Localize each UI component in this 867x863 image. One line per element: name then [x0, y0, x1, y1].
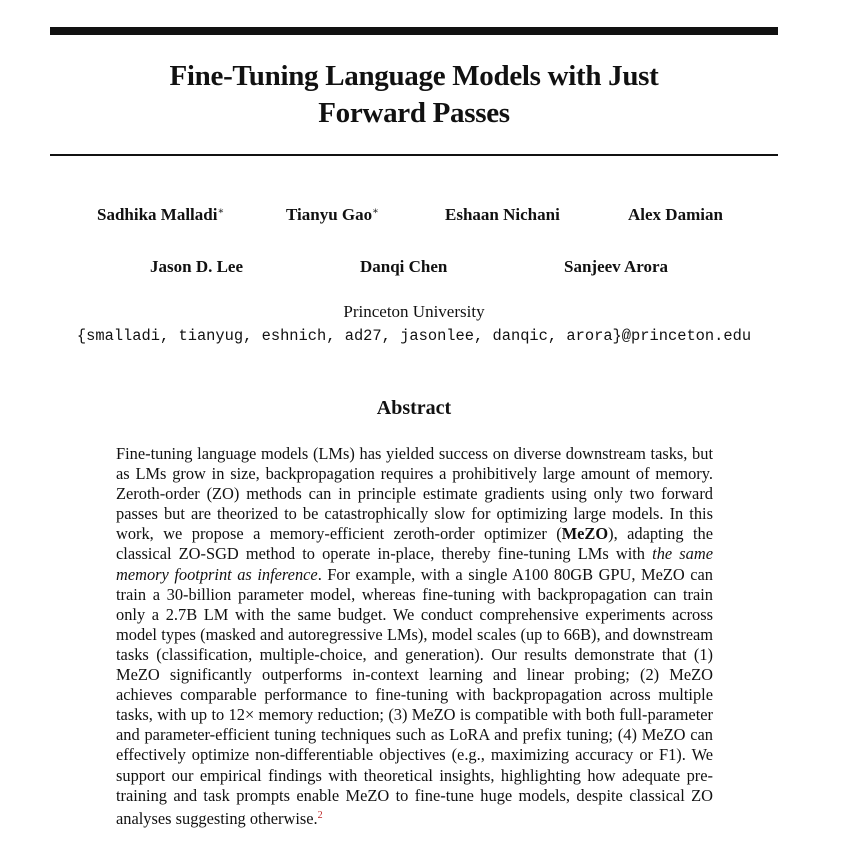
- author-name: Danqi Chen: [360, 257, 448, 276]
- abstract-text-3: . For example, with a single A100 80GB GPU, MeZO can train a 30-billion parameter model, whereas fine-tuning with backpropagation can train only a 2.7B LM with the same budget. We conduct comprehensive experiments across model types (masked and autoregressive LMs), model scales (up to 66B), and downstream tasks (classification, multiple-choice, and generation). Our results demonstrate that (1) MeZO significantly outperforms in-context learning and linear probing; (2) MeZO achieves comparable performance to fine-tuning with backpropagation across multiple tasks, with up to 12× memory reduction; (3) MeZO is compatible with both full-parameter and parameter-efficient tuning techniques such as LoRA and prefix tuning; (4) MeZO can effectively optimize non-differentiable objectives (e.g., maximizing accuracy or F1). We support our empirical findings with theoretical insights, highlighting how adequate pre-training and task prompts enable MeZO to fine-tune huge models, despite classical ZO analyses suggesting otherwise.: [116, 564, 713, 828]
- title-line-2: Forward Passes: [318, 97, 510, 129]
- equal-contribution-mark: ∗: [217, 206, 225, 217]
- abstract-body: [116, 444, 713, 829]
- author-eshaan-nichani: [445, 205, 560, 225]
- author-danqi-chen: [360, 257, 447, 277]
- abstract-heading: Abstract: [376, 397, 452, 419]
- equal-contribution-mark: ∗: [372, 206, 379, 217]
- author-name: Sanjeev Arora: [564, 257, 669, 276]
- abstract-text-1: Fine-tuning language models (LMs) has yielded success on diverse downstream tasks, but as LMs grow in size, backpropagation requires a prohibitively large amount of memory. Zeroth-order (ZO) methods can in principle estimate gradients using only two forward passes but are theorized to be catastrophically slow for optimizing large models. In this work, we propose a memory-efficient zeroth-order optimizer (: [116, 444, 713, 544]
- author-name: Alex Damian: [628, 205, 723, 224]
- author-tianyu-gao: [286, 205, 379, 225]
- author-sadhika-malladi: [97, 205, 224, 225]
- author-name: Eshaan Nichani: [445, 205, 560, 224]
- title-line-1: Fine-Tuning Language Models with Just: [169, 60, 659, 92]
- paper-title: [50, 58, 778, 132]
- author-emails: {smalladi, tianyug, eshnich, ad27, jasonlee, danqic, arora}@princeton.edu: [76, 327, 752, 345]
- author-jason-lee: [150, 257, 243, 277]
- author-name: Sadhika Malladi: [97, 205, 218, 224]
- author-name: Tianyu Gao: [286, 205, 373, 224]
- title-rule: [50, 154, 778, 156]
- abstract-emphasis: the same memory footprint as inference: [116, 544, 713, 584]
- top-rule: [50, 27, 778, 35]
- method-name: MeZO: [561, 524, 609, 544]
- affiliation: Princeton University: [343, 302, 485, 321]
- author-name: Jason D. Lee: [150, 257, 244, 276]
- abstract-text-2: ), adapting the classical ZO-SGD method to operate in-place, thereby fine-tuning LMs with: [116, 524, 713, 564]
- author-alex-damian: [628, 205, 723, 225]
- author-sanjeev-arora: [564, 257, 668, 277]
- footnote-marker[interactable]: 2: [317, 809, 323, 821]
